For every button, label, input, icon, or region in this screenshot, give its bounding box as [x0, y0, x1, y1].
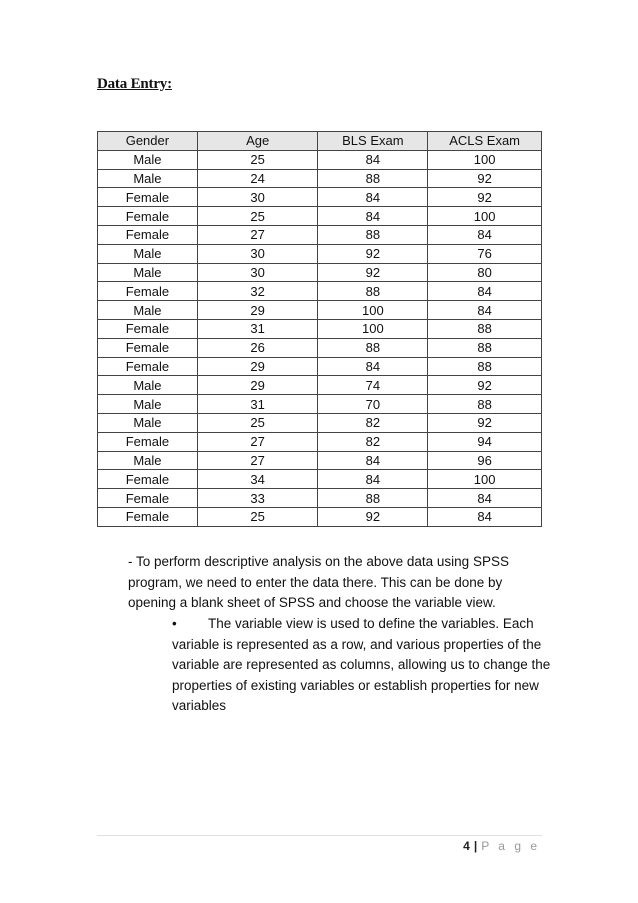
cell-bls-exam: 92: [318, 244, 428, 263]
cell-gender: Female: [98, 357, 198, 376]
table-header-row: [98, 132, 542, 151]
cell-age: 25: [197, 207, 318, 226]
cell-gender: Male: [98, 451, 198, 470]
table-row: [98, 188, 542, 207]
cell-acls-exam: 100: [428, 470, 542, 489]
cell-age: 30: [197, 244, 318, 263]
cell-acls-exam: 92: [428, 188, 542, 207]
cell-gender: Male: [98, 301, 198, 320]
cell-gender: Female: [98, 225, 198, 244]
cell-gender: Female: [98, 432, 198, 451]
table-row: [98, 207, 542, 226]
cell-acls-exam: 100: [428, 150, 542, 169]
cell-gender: Female: [98, 338, 198, 357]
cell-age: 25: [197, 413, 318, 432]
cell-gender: Female: [98, 470, 198, 489]
header-bls-exam: BLS Exam: [318, 132, 428, 151]
table-body: [98, 150, 542, 526]
cell-bls-exam: 88: [318, 489, 428, 508]
cell-gender: Male: [98, 150, 198, 169]
cell-gender: Male: [98, 395, 198, 414]
cell-bls-exam: 92: [318, 507, 428, 526]
cell-bls-exam: 82: [318, 432, 428, 451]
footer-separator: |: [473, 839, 478, 853]
cell-acls-exam: 88: [428, 319, 542, 338]
cell-gender: Female: [98, 319, 198, 338]
table-row: [98, 413, 542, 432]
descriptive-paragraph: - To perform descriptive analysis on the above data using SPSS program, we need to enter the data there. This can be done by opening a blank sheet of SPSS and choose the variable view.: [128, 554, 509, 610]
cell-bls-exam: 84: [318, 470, 428, 489]
table-row: [98, 282, 542, 301]
cell-gender: Female: [98, 489, 198, 508]
table-row: [98, 489, 542, 508]
table-row: [98, 357, 542, 376]
table-row: [98, 301, 542, 320]
cell-bls-exam: 74: [318, 376, 428, 395]
cell-bls-exam: 92: [318, 263, 428, 282]
page-label: P a g e: [481, 839, 540, 853]
cell-acls-exam: 92: [428, 376, 542, 395]
cell-gender: Female: [98, 207, 198, 226]
cell-age: 34: [197, 470, 318, 489]
data-table: [97, 131, 542, 527]
table-row: [98, 395, 542, 414]
cell-age: 25: [197, 150, 318, 169]
cell-bls-exam: 88: [318, 282, 428, 301]
cell-age: 29: [197, 357, 318, 376]
cell-age: 27: [197, 225, 318, 244]
cell-acls-exam: 92: [428, 413, 542, 432]
table-row: [98, 150, 542, 169]
cell-gender: Male: [98, 263, 198, 282]
cell-acls-exam: 88: [428, 338, 542, 357]
cell-age: 31: [197, 395, 318, 414]
cell-bls-exam: 84: [318, 188, 428, 207]
cell-bls-exam: 84: [318, 451, 428, 470]
cell-acls-exam: 88: [428, 395, 542, 414]
cell-acls-exam: 92: [428, 169, 542, 188]
cell-age: 27: [197, 451, 318, 470]
table-row: [98, 319, 542, 338]
bullet-icon: •: [172, 616, 177, 631]
footer-divider: [97, 835, 542, 836]
cell-bls-exam: 70: [318, 395, 428, 414]
table-row: [98, 470, 542, 489]
table-row: [98, 263, 542, 282]
cell-age: 32: [197, 282, 318, 301]
cell-bls-exam: 82: [318, 413, 428, 432]
table-row: [98, 432, 542, 451]
header-acls-exam: ACLS Exam: [428, 132, 542, 151]
table-row: [98, 244, 542, 263]
cell-acls-exam: 100: [428, 207, 542, 226]
cell-bls-exam: 88: [318, 225, 428, 244]
table-row: [98, 376, 542, 395]
header-age: Age: [197, 132, 318, 151]
cell-acls-exam: 84: [428, 301, 542, 320]
cell-acls-exam: 84: [428, 489, 542, 508]
cell-acls-exam: 94: [428, 432, 542, 451]
bullet-text: The variable view is used to define the variables. Each variable is represented as a row, and various properties of the variable are represented as columns, allowing us to change the properties of existing variables or establish properties for new variables: [172, 616, 551, 713]
cell-bls-exam: 84: [318, 357, 428, 376]
cell-gender: Male: [98, 376, 198, 395]
table-row: [98, 225, 542, 244]
table-row: [98, 507, 542, 526]
cell-acls-exam: 80: [428, 263, 542, 282]
cell-age: 30: [197, 263, 318, 282]
cell-acls-exam: 84: [428, 282, 542, 301]
cell-acls-exam: 76: [428, 244, 542, 263]
section-heading: Data Entry:: [97, 76, 172, 92]
cell-age: 31: [197, 319, 318, 338]
table-row: [98, 169, 542, 188]
cell-age: 25: [197, 507, 318, 526]
cell-acls-exam: 84: [428, 507, 542, 526]
cell-bls-exam: 100: [318, 301, 428, 320]
cell-gender: Female: [98, 507, 198, 526]
cell-bls-exam: 84: [318, 150, 428, 169]
cell-age: 27: [197, 432, 318, 451]
cell-age: 29: [197, 301, 318, 320]
cell-gender: Male: [98, 413, 198, 432]
table-row: [98, 338, 542, 357]
cell-age: 29: [197, 376, 318, 395]
cell-gender: Male: [98, 169, 198, 188]
cell-age: 24: [197, 169, 318, 188]
cell-age: 33: [197, 489, 318, 508]
cell-bls-exam: 100: [318, 319, 428, 338]
cell-age: 30: [197, 188, 318, 207]
cell-acls-exam: 96: [428, 451, 542, 470]
cell-acls-exam: 88: [428, 357, 542, 376]
cell-gender: Male: [98, 244, 198, 263]
cell-bls-exam: 84: [318, 207, 428, 226]
header-gender: Gender: [98, 132, 198, 151]
bullet-item: [172, 614, 552, 717]
cell-bls-exam: 88: [318, 338, 428, 357]
cell-gender: Female: [98, 282, 198, 301]
cell-age: 26: [197, 338, 318, 357]
cell-acls-exam: 84: [428, 225, 542, 244]
page-number: 4: [463, 839, 470, 853]
page-footer: [463, 839, 540, 853]
cell-gender: Female: [98, 188, 198, 207]
table-row: [98, 451, 542, 470]
cell-bls-exam: 88: [318, 169, 428, 188]
